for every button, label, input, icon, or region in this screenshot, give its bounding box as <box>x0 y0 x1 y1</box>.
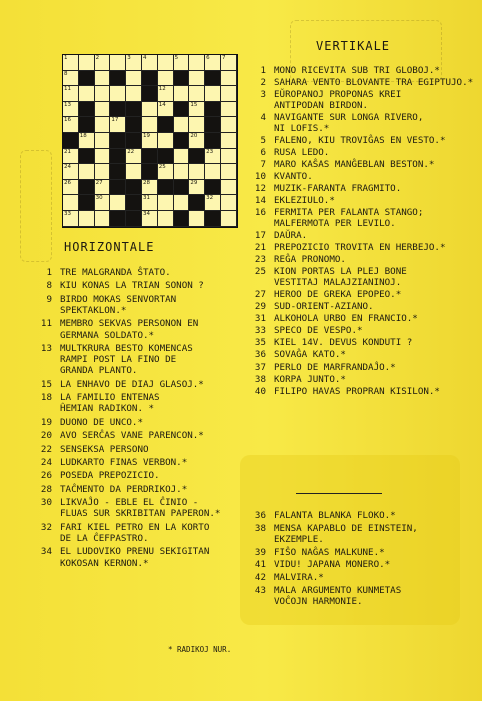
clue-text: HEROO DE GREKA EPOPEO.* <box>274 288 402 300</box>
grid-cell[interactable] <box>126 55 142 71</box>
grid-cell[interactable] <box>189 180 205 196</box>
clue-text: KIU KONAS LA TRIAN SONON ? <box>60 280 204 292</box>
grid-cell[interactable] <box>221 180 237 196</box>
grid-cell[interactable] <box>79 55 95 71</box>
clue-text: FILIPO HAVAS PROPRAN KISILON.* <box>274 385 440 397</box>
clue-number: 19 <box>40 416 52 428</box>
clue-text: AVO SERĈAS VANE PARENCON.* <box>60 430 204 442</box>
clue-text: RAMPI POST LA FINO DE <box>60 354 177 366</box>
clue-text: ANTIPODAN BIRDON. <box>274 99 369 111</box>
grid-cell[interactable] <box>79 211 95 227</box>
grid-cell[interactable] <box>110 117 126 133</box>
cell-number: 2 <box>95 55 100 61</box>
clue-text: KVANTO. <box>274 170 313 182</box>
grid-cell[interactable] <box>63 86 79 102</box>
clue-text: MARO KAŜAS MANĜEBLAN BESTON.* <box>274 158 435 170</box>
grid-cell[interactable] <box>63 164 79 180</box>
clue-text: NI LOFIS.* <box>274 122 330 134</box>
cell-number: 25 <box>158 164 166 171</box>
grid-block <box>79 102 95 118</box>
clue-number: 1 <box>260 65 266 76</box>
grid-cell[interactable] <box>221 55 237 71</box>
grid-block <box>110 71 126 87</box>
grid-block <box>126 180 142 196</box>
clue-number: 10 <box>254 170 266 182</box>
grid-cell[interactable] <box>142 133 158 149</box>
clue-number: 7 <box>260 158 266 170</box>
grid-cell[interactable] <box>95 117 111 133</box>
clue-text: KIEL 14V. DEVUS KONDUTI ? <box>274 337 413 349</box>
grid-cell[interactable] <box>158 195 174 211</box>
grid-cell[interactable] <box>174 149 190 165</box>
clue-number: 6 <box>260 146 266 158</box>
cell-number: 30 <box>95 195 103 202</box>
clue-text: LIKVAĴO - EBLE EL ĈINIO - <box>60 497 199 509</box>
grid-cell[interactable] <box>221 71 237 87</box>
grid-block <box>205 102 221 118</box>
cell-number: 17 <box>111 117 119 124</box>
clue-text: NAVIGANTE SUR LONGA RIVERO, <box>274 111 424 123</box>
grid-block <box>126 117 142 133</box>
grid-cell[interactable] <box>79 164 95 180</box>
grid-cell[interactable] <box>189 133 205 149</box>
grid-cell[interactable] <box>221 117 237 133</box>
clue-text: LA FAMILIO ENTENAS <box>60 392 160 404</box>
grid-block <box>205 180 221 196</box>
grid-cell[interactable] <box>158 102 174 118</box>
clue-number: 41 <box>254 559 266 571</box>
clue-text: FLUAS SUR SKRIBITAN PAPERON.* <box>60 508 221 520</box>
clue-number: 24 <box>40 457 52 468</box>
grid-block <box>110 211 126 227</box>
clue-number: 38 <box>254 522 266 534</box>
clue-number: 21 <box>254 242 266 253</box>
grid-cell[interactable] <box>126 149 142 165</box>
grid-cell[interactable] <box>189 86 205 102</box>
clue-number: 18 <box>40 392 52 404</box>
grid-block <box>79 71 95 87</box>
cell-number: 33 <box>64 210 71 217</box>
clue-number: 31 <box>254 313 266 325</box>
clue-number: 12 <box>254 183 266 194</box>
grid-block <box>142 149 158 165</box>
grid-cell[interactable] <box>63 102 79 118</box>
grid-block <box>205 117 221 133</box>
grid-cell[interactable] <box>95 195 111 211</box>
cell-number: 3 <box>127 55 131 61</box>
cell-number: 6 <box>206 55 210 61</box>
clue-number: 15 <box>40 378 52 390</box>
clue-text: PREPOZICIO TROVITA EN HERBEJO.* <box>274 242 446 253</box>
grid-cell[interactable] <box>205 195 221 211</box>
clue-number: 37 <box>254 361 266 373</box>
cell-number: 15 <box>190 101 198 108</box>
clue-text: SOVAĜA KATO.* <box>274 349 346 361</box>
clue-number: 2 <box>260 77 266 89</box>
clue-text: ĤEMIAN RADIKON. * <box>60 403 155 415</box>
crossword-grid[interactable] <box>62 54 238 228</box>
clue-number: 33 <box>254 325 266 337</box>
grid-cell[interactable] <box>126 71 142 87</box>
grid-block <box>174 102 190 118</box>
cell-number: 21 <box>64 148 71 155</box>
grid-cell[interactable] <box>174 55 190 71</box>
grid-cell[interactable] <box>189 55 205 71</box>
grid-block <box>142 164 158 180</box>
grid-cell[interactable] <box>63 149 79 165</box>
grid-cell[interactable] <box>63 180 79 196</box>
clue-text: FIŜO NAĜAS MALKUNE.* <box>274 546 385 558</box>
grid-cell[interactable] <box>95 71 111 87</box>
clue-text: DAŬRA. <box>274 229 308 241</box>
clue-text: MULTKRURA BESTO KOMENCAS <box>60 343 193 354</box>
clue-text: VIDU! JAPANA MONERO.* <box>274 559 391 571</box>
clue-number: 42 <box>254 572 266 584</box>
grid-cell[interactable] <box>142 55 158 71</box>
cell-number: 28 <box>142 179 150 186</box>
grid-cell[interactable] <box>142 180 158 196</box>
clue-number: 40 <box>254 385 266 397</box>
grid-cell[interactable] <box>158 71 174 87</box>
cell-number: 23 <box>206 148 214 155</box>
clue-text: REĜA PRONOMO. <box>274 254 346 266</box>
clue-number: 22 <box>40 443 52 455</box>
clue-number: 17 <box>254 229 266 241</box>
grid-cell[interactable] <box>79 133 95 149</box>
clue-text: BIRDO MOKAS SENVORTAN <box>60 293 177 305</box>
clue-number: 3 <box>260 89 266 101</box>
cell-number: 13 <box>64 101 71 108</box>
grid-cell[interactable] <box>158 164 174 180</box>
grid-block <box>79 149 95 165</box>
grid-block <box>158 149 174 165</box>
grid-cell[interactable] <box>189 117 205 133</box>
clue-text: DE LA ĈEFPASTRO. <box>60 533 149 544</box>
grid-cell[interactable] <box>95 55 111 71</box>
grid-cell[interactable] <box>205 149 221 165</box>
grid-cell[interactable] <box>110 55 126 71</box>
grid-block <box>142 86 158 102</box>
grid-block <box>110 149 126 165</box>
clue-text: FERMITA PER FALANTA STANGO; <box>274 207 424 219</box>
clue-text: SAHARA VENTO BLOVANTE TRA EGIPTUJO.* <box>274 77 474 89</box>
clue-number: 14 <box>254 195 266 207</box>
grid-block <box>110 164 126 180</box>
cell-number: 22 <box>127 148 135 155</box>
grid-block <box>79 180 95 196</box>
horizontale-heading: HORIZONTALE <box>64 240 155 254</box>
clue-text: SENSEKSA PERSONO <box>60 443 149 455</box>
grid-block <box>174 71 190 87</box>
grid-cell[interactable] <box>174 86 190 102</box>
clue-number: 27 <box>254 288 266 300</box>
grid-cell[interactable] <box>95 180 111 196</box>
cell-number: 4 <box>142 55 147 61</box>
grid-cell[interactable] <box>158 211 174 227</box>
grid-block <box>158 180 174 196</box>
clue-number: 8 <box>46 280 52 292</box>
cell-number: 34 <box>142 210 150 217</box>
clue-text: SPEKTAKLON.* <box>60 305 127 316</box>
clue-text: MALVIRA.* <box>274 572 324 584</box>
clue-number: 32 <box>40 521 52 533</box>
footnote: * RADIKOJ NUR. <box>168 645 232 654</box>
grid-cell[interactable] <box>174 117 190 133</box>
grid-block <box>174 133 190 149</box>
cell-number: 32 <box>206 195 214 202</box>
grid-block <box>79 195 95 211</box>
grid-cell[interactable] <box>221 195 237 211</box>
cell-number: 20 <box>190 132 198 139</box>
grid-cell[interactable] <box>63 55 79 71</box>
grid-cell[interactable] <box>189 71 205 87</box>
clue-number: 36 <box>254 510 266 521</box>
grid-block <box>110 133 126 149</box>
cell-number: 16 <box>64 117 71 124</box>
clue-number: 4 <box>260 111 266 123</box>
clue-text: EKLEZIULO.* <box>274 195 335 207</box>
grid-cell[interactable] <box>205 86 221 102</box>
cell-number: 7 <box>221 55 226 61</box>
grid-cell[interactable] <box>142 195 158 211</box>
grid-cell[interactable] <box>142 102 158 118</box>
clue-text: SPECO DE VESPO.* <box>274 325 363 337</box>
cell-number: 27 <box>95 179 103 186</box>
clue-number: 35 <box>254 337 266 349</box>
clue-text: MEMBRO SEKVAS PERSONON EN <box>60 318 199 330</box>
clue-text: FALANTA BLANKA FLOKO.* <box>274 510 396 521</box>
grid-cell[interactable] <box>79 86 95 102</box>
clue-number: 11 <box>40 318 52 330</box>
cell-number: 12 <box>158 86 166 93</box>
grid-cell[interactable] <box>158 55 174 71</box>
clue-text: VOĈOJN HARMONIE. <box>274 596 363 607</box>
cell-number: 26 <box>64 179 71 186</box>
clue-number: 13 <box>40 343 52 354</box>
grid-cell[interactable] <box>205 164 221 180</box>
clue-text: MONO RICEVITA SUB TRI GLOBOJ.* <box>274 65 440 76</box>
grid-block <box>110 180 126 196</box>
grid-cell[interactable] <box>158 133 174 149</box>
grid-cell[interactable] <box>221 164 237 180</box>
grid-cell[interactable] <box>95 149 111 165</box>
clue-text: EŬROPANOJ PROPONAS KREI <box>274 89 402 101</box>
grid-cell[interactable] <box>95 102 111 118</box>
section-divider <box>296 493 382 494</box>
clue-number: 30 <box>40 497 52 509</box>
grid-block <box>126 133 142 149</box>
clue-number: 36 <box>254 349 266 361</box>
clue-text: POSEDA PREPOZICIO. <box>60 470 160 482</box>
clue-text: FARI KIEL PETRO EN LA KORTO <box>60 521 210 533</box>
clue-number: 28 <box>40 483 52 495</box>
grid-cell[interactable] <box>221 149 237 165</box>
clue-text: LA ENHAVO DE DIAJ GLASOJ.* <box>60 378 204 390</box>
grid-cell[interactable] <box>110 195 126 211</box>
grid-cell[interactable] <box>189 164 205 180</box>
clue-text: KION PORTAS LA PLEJ BONE <box>274 266 407 278</box>
background-print-ghost <box>20 150 52 262</box>
cell-number: 19 <box>142 132 150 139</box>
cell-number: 14 <box>158 101 166 108</box>
grid-cell[interactable] <box>189 102 205 118</box>
clue-number: 29 <box>254 301 266 312</box>
clue-text: MALA ARGUMENTO KUNMETAS <box>274 585 402 596</box>
grid-cell[interactable] <box>95 211 111 227</box>
clue-number: 20 <box>40 430 52 442</box>
clue-number: 1 <box>46 267 52 278</box>
grid-cell[interactable] <box>126 164 142 180</box>
clue-text: TAĈMENTO DA PERDRIKOJ.* <box>60 483 188 495</box>
grid-cell[interactable] <box>126 86 142 102</box>
grid-block <box>126 211 142 227</box>
clue-number: 16 <box>254 207 266 219</box>
grid-block <box>205 71 221 87</box>
clue-text: MENSA KAPABLO DE EINSTEIN, <box>274 522 418 534</box>
grid-cell[interactable] <box>221 211 237 227</box>
clue-text: PERLO DE MARFRANDAĴO.* <box>274 361 396 373</box>
clue-text: GRANDA PLANTO. <box>60 365 138 377</box>
cell-number: 11 <box>64 86 71 93</box>
cell-number: 1 <box>64 55 68 61</box>
clue-text: EKZEMPLE. <box>274 533 324 545</box>
grid-cell[interactable] <box>221 133 237 149</box>
clue-text: LUDKARTO FINAS VERBON.* <box>60 457 188 468</box>
grid-block <box>63 133 79 149</box>
grid-cell[interactable] <box>95 164 111 180</box>
grid-block <box>158 117 174 133</box>
clue-text: MALFERMOTA PER LEVILO. <box>274 217 396 229</box>
clue-text: SUD-ORIENT-AZIANO. <box>274 301 374 312</box>
clue-number: 34 <box>40 546 52 558</box>
grid-cell[interactable] <box>221 86 237 102</box>
clue-number: 23 <box>254 254 266 266</box>
grid-cell[interactable] <box>63 211 79 227</box>
clue-number: 25 <box>254 266 266 278</box>
grid-block <box>189 195 205 211</box>
grid-cell[interactable] <box>63 195 79 211</box>
grid-cell[interactable] <box>63 71 79 87</box>
clue-text: ALKOHOLA URBO EN FRANCIO.* <box>274 313 418 325</box>
clue-number: 5 <box>260 134 266 146</box>
clue-text: MUZIK-FARANTA FRAGMITO. <box>274 183 402 194</box>
clue-text: DUONO DE UNCO.* <box>60 416 143 428</box>
grid-block <box>142 71 158 87</box>
cell-number: 29 <box>190 179 198 186</box>
grid-cell[interactable] <box>63 117 79 133</box>
grid-cell[interactable] <box>110 86 126 102</box>
clue-text: KORPA JUNTO.* <box>274 373 346 385</box>
grid-cell[interactable] <box>158 86 174 102</box>
clue-number: 38 <box>254 373 266 385</box>
cell-number: 24 <box>64 164 71 171</box>
grid-block <box>189 149 205 165</box>
grid-block <box>174 211 190 227</box>
cell-number: 18 <box>79 132 87 139</box>
grid-cell[interactable] <box>142 117 158 133</box>
clue-text: KOKOSAN KERNON.* <box>60 557 149 569</box>
grid-block <box>174 180 190 196</box>
grid-cell[interactable] <box>95 133 111 149</box>
grid-block <box>126 102 142 118</box>
clue-text: GERMANA SOLDATO.* <box>60 329 155 341</box>
grid-block <box>110 102 126 118</box>
cell-number: 31 <box>142 195 150 202</box>
cell-number: 8 <box>64 70 68 77</box>
clue-text: RUSA LEDO. <box>274 146 330 158</box>
grid-cell[interactable] <box>95 86 111 102</box>
vertikale-heading: VERTIKALE <box>316 39 391 53</box>
clue-text: FALENO, KIU TROVIĜAS EN VESTO.* <box>274 134 446 146</box>
grid-cell[interactable] <box>189 211 205 227</box>
clue-number: 26 <box>40 470 52 482</box>
grid-block <box>126 195 142 211</box>
grid-block <box>79 117 95 133</box>
grid-block <box>205 133 221 149</box>
clue-text: VESTITAJ MALAJZIANINOJ. <box>274 276 402 288</box>
clue-text: EL LUDOVIKO PRENU SEKIGITAN <box>60 546 210 558</box>
grid-cell[interactable] <box>205 55 221 71</box>
grid-block <box>205 211 221 227</box>
clue-number: 43 <box>254 585 266 596</box>
grid-cell[interactable] <box>174 164 190 180</box>
clue-text: TRE MALGRANDA ŜTATO. <box>60 267 171 278</box>
clue-number: 39 <box>254 546 266 558</box>
cell-number: 5 <box>174 55 179 61</box>
clue-number: 9 <box>46 293 52 305</box>
grid-cell[interactable] <box>221 102 237 118</box>
grid-cell[interactable] <box>174 195 190 211</box>
grid-cell[interactable] <box>142 211 158 227</box>
